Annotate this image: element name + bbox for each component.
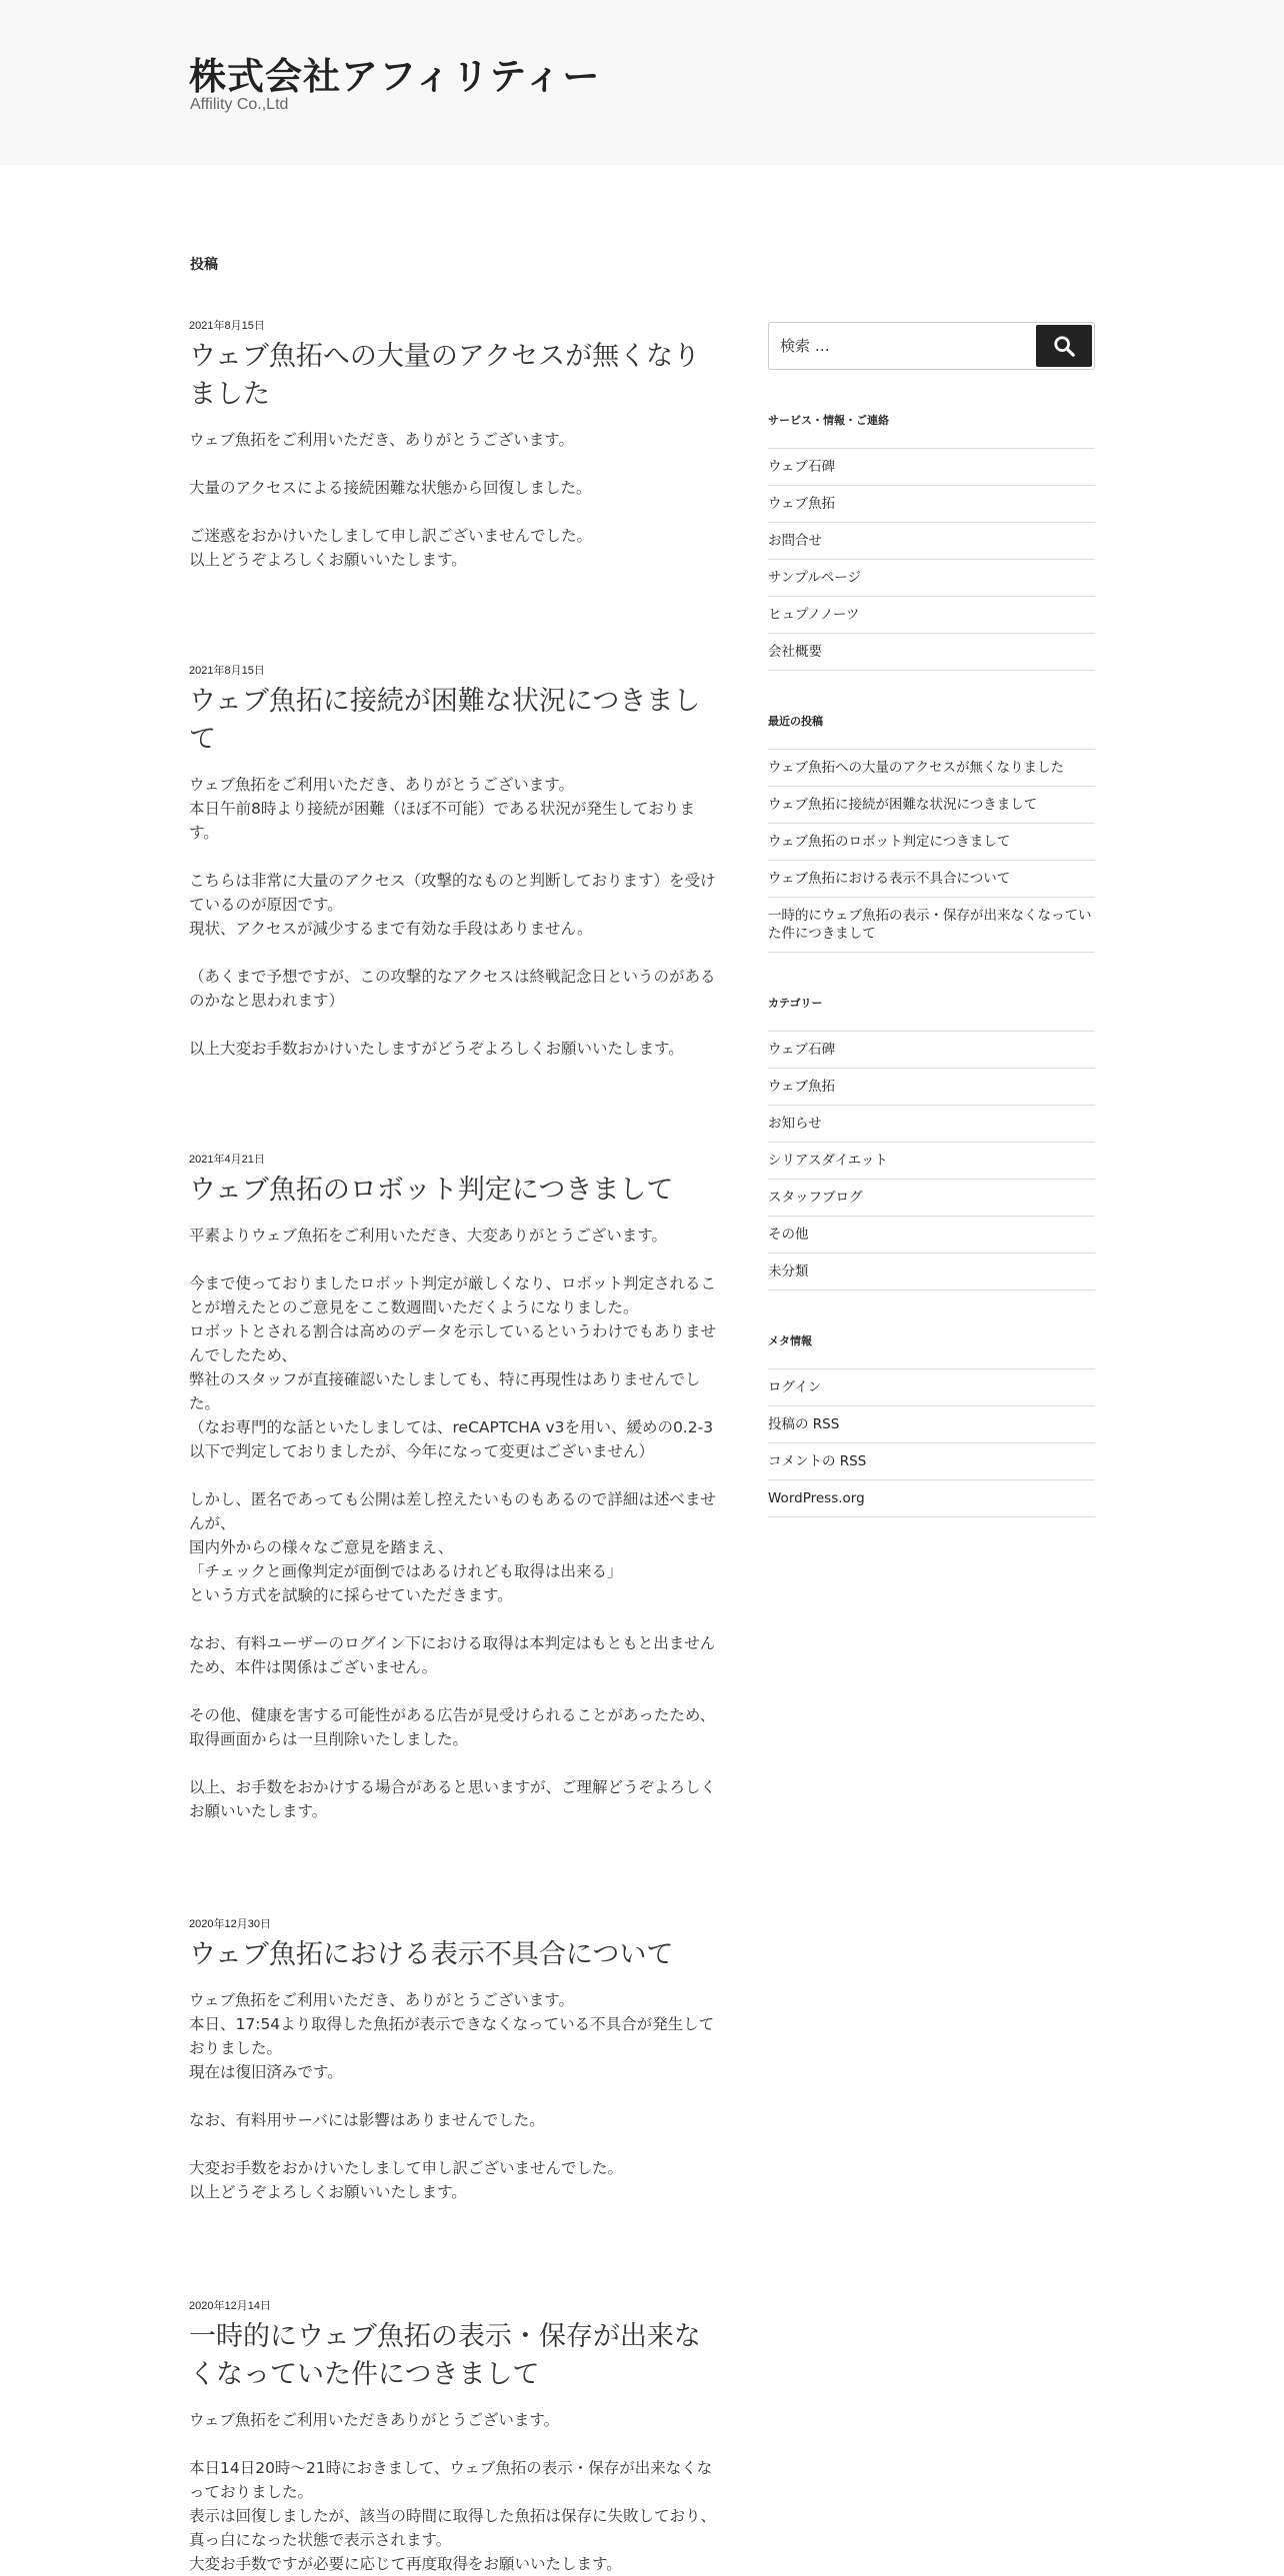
list-item[interactable] — [768, 824, 1095, 861]
services-link[interactable]: お問合せ — [768, 533, 822, 549]
category-link[interactable]: お知らせ — [768, 1116, 822, 1132]
post-date[interactable]: 2021年8月15日 — [189, 320, 265, 332]
post-date[interactable]: 2021年4月21日 — [189, 1154, 265, 1166]
list-item[interactable] — [768, 597, 1095, 634]
recent-post-link[interactable]: ウェブ魚拓への大量のアクセスが無くなりました — [768, 760, 1065, 776]
meta-list — [768, 1368, 1095, 1517]
list-item[interactable] — [768, 560, 1095, 597]
services-link[interactable]: ウェブ魚拓 — [768, 496, 835, 512]
list-item[interactable] — [768, 1480, 1095, 1517]
posts-rss-link[interactable]: 投稿の RSS — [768, 1416, 840, 1432]
list-item[interactable] — [768, 750, 1095, 787]
widget-services — [768, 412, 1095, 671]
post-body: ウェブ魚拓をご利用いただき、ありがとうございます。 本日、17:54より取得した魚拓が表示できなくなっている不具合が発生しておりました。 現在は復旧済みです。 なお、有料用サーバには影響はありませんでした。 大変お手数をおかけいたしまして申し訳ございませんでした。 以上どうぞよろしくお願いいたします。 — [189, 1991, 715, 2201]
list-item[interactable] — [768, 1369, 1095, 1406]
widget-recent-posts — [768, 713, 1095, 953]
list-item[interactable] — [768, 449, 1095, 486]
services-link[interactable]: 会社概要 — [768, 644, 822, 660]
site-header — [0, 0, 1284, 165]
list-item[interactable] — [768, 1217, 1095, 1254]
list-item[interactable] — [768, 523, 1095, 560]
services-link[interactable]: サンプルページ — [768, 570, 862, 586]
post-title[interactable] — [189, 2318, 719, 2394]
post-body: ウェブ魚拓をご利用いただき、ありがとうございます。 本日午前8時より接続が困難（ほぼ不可能）である状況が発生しております。 こちらは非常に大量のアクセス（攻撃的なものと判断しております）を受けているのが原因です。 現状、アクセスが減少するまで有効な手段はありません。 （あくまで予想ですが、この攻撃的なアクセスは終戦記念日というのがあるのかなと思われます） 以上大変お手数おかけいたしますがどうぞよろしくお願いいたします。 — [189, 776, 716, 1058]
post-title[interactable] — [189, 683, 719, 759]
post-3 — [189, 1151, 719, 1823]
search-input[interactable] — [770, 324, 1030, 368]
post-body: 平素よりウェブ魚拓をご利用いただき、大変ありがとうございます。 今まで使っておりましたロボット判定が厳しくなり、ロボット判定されることが増えたとのご意見をここ数週間いただくようになりました。 ロボットとされる割合は高めのデータを示しているというわけでもありませんでしたため、 弊社のスタッフが直接確認いたしましても、特に再現性はありませんでした。 （なお専門的な話といたしましては、reCAPTCHA v3を用い、緩めの0.2-3以下で判定しておりましたが、今年になって変更はございません） しかし、匿名であっても公開は差し控えたいものもあるので詳細は述べませんが、 国内外からの様々なご意見を踏まえ、 「チェックと画像判定が面倒ではあるけれども取得は出来る」 という方式を試験的に採らせていただきます。 なお、有料ユーザーのログイン下における取得は本判定はもともと出ませんため、本件は関係はございません。 その他、健康を害する可能性がある広告が見受けられることがあったため、取得画面からは一旦削除いたしました。 以上、お手数をおかけする場合があると思いますが、ご理解どうぞよろしくお願いいたします。 — [189, 1227, 717, 1820]
services-link[interactable]: ウェブ石碑 — [768, 459, 835, 475]
post-title-link[interactable]: ウェブ魚拓のロボット判定につきまして — [189, 1175, 674, 1206]
widget-title: サービス・情報・ご連絡 — [768, 414, 889, 427]
post-date[interactable]: 2020年12月30日 — [189, 1918, 271, 1930]
recent-post-link[interactable]: ウェブ魚拓に接続が困難な状況につきまして — [768, 797, 1038, 813]
post-title[interactable] — [189, 1936, 719, 1974]
services-list — [768, 448, 1095, 671]
search-button[interactable] — [1036, 325, 1092, 367]
widget-meta — [768, 1332, 1095, 1517]
list-item[interactable] — [768, 1032, 1095, 1069]
post-body: ウェブ魚拓をご利用いただき、ありがとうございます。 大量のアクセスによる接続困難な状態から回復しました。 ご迷惑をおかけいたしまして申し訳ございませんでした。 以上どうぞよろしくお願いいたします。 — [189, 431, 593, 569]
list-item[interactable] — [768, 898, 1095, 953]
sidebar — [768, 322, 1095, 1517]
category-link[interactable]: 未分類 — [768, 1264, 809, 1280]
post-body: ウェブ魚拓をご利用いただきありがとうございます。 本日14日20時～21時におきまして、ウェブ魚拓の表示・保存が出来なくなっておりました。 表示は回復しましたが、該当の時間に取得した魚拓は保存に失敗しており、真っ白になった状態で表示されます。 大変お手数ですが必要に応じて再度取得をお願いいたします。 — [189, 2411, 717, 2573]
post-5 — [189, 2297, 719, 2576]
site-title[interactable]: 株式会社アフィリティー — [189, 55, 601, 98]
list-item[interactable] — [768, 1106, 1095, 1143]
categories-list — [768, 1031, 1095, 1290]
list-item[interactable] — [768, 1254, 1095, 1290]
recent-post-link[interactable]: 一時的にウェブ魚拓の表示・保存が出来なくなっていた件につきまして — [768, 908, 1092, 942]
site-description: Affility Co.,Ltd — [190, 96, 289, 113]
post-title[interactable] — [189, 338, 719, 414]
search-icon — [1053, 335, 1075, 357]
category-link[interactable]: ウェブ石碑 — [768, 1042, 835, 1058]
post-title-link[interactable]: 一時的にウェブ魚拓の表示・保存が出来なくなっていた件につきまして — [189, 2321, 701, 2390]
category-link[interactable]: ウェブ魚拓 — [768, 1079, 835, 1095]
post-1 — [189, 317, 719, 572]
post-date[interactable]: 2021年8月15日 — [189, 665, 265, 677]
post-title-link[interactable]: ウェブ魚拓に接続が困難な状況につきまして — [189, 686, 701, 755]
page-heading: 投稿 — [190, 257, 218, 273]
widget-title: 最近の投稿 — [768, 715, 823, 728]
search-form — [768, 322, 1095, 370]
widget-title: メタ情報 — [768, 1334, 812, 1347]
list-item[interactable] — [768, 861, 1095, 898]
recent-post-link[interactable]: ウェブ魚拓のロボット判定につきまして — [768, 834, 1011, 850]
services-link[interactable]: ヒュプノノーツ — [768, 607, 860, 623]
list-item[interactable] — [768, 634, 1095, 671]
recent-post-link[interactable]: ウェブ魚拓における表示不具合について — [768, 871, 1011, 887]
login-link[interactable]: ログイン — [768, 1379, 822, 1395]
post-title-link[interactable]: ウェブ魚拓における表示不具合について — [189, 1939, 674, 1970]
category-link[interactable]: シリアスダイエット — [768, 1153, 888, 1169]
list-item[interactable] — [768, 787, 1095, 824]
post-title-link[interactable]: ウェブ魚拓への大量のアクセスが無くなりました — [189, 341, 701, 410]
post-2 — [189, 662, 719, 1061]
list-item[interactable] — [768, 1443, 1095, 1480]
recent-posts-list — [768, 749, 1095, 953]
category-link[interactable]: その他 — [768, 1227, 809, 1243]
wordpress-org-link[interactable]: WordPress.org — [768, 1490, 865, 1506]
category-link[interactable]: スタッフブログ — [768, 1190, 863, 1206]
post-date[interactable]: 2020年12月14日 — [189, 2300, 271, 2312]
list-item[interactable] — [768, 486, 1095, 523]
widget-title: カテゴリー — [768, 997, 823, 1010]
post-4 — [189, 1915, 719, 2204]
comments-rss-link[interactable]: コメントの RSS — [768, 1453, 867, 1469]
list-item[interactable] — [768, 1143, 1095, 1180]
widget-categories — [768, 995, 1095, 1290]
list-item[interactable] — [768, 1069, 1095, 1106]
list-item[interactable] — [768, 1180, 1095, 1217]
list-item[interactable] — [768, 1406, 1095, 1443]
post-title[interactable] — [189, 1172, 719, 1210]
